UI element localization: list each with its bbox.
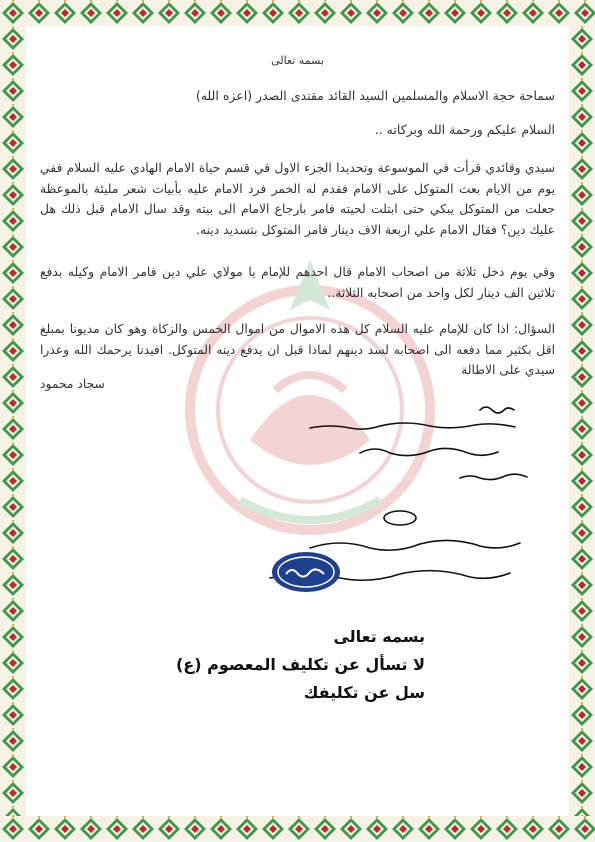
official-seal <box>270 550 342 594</box>
letter-paragraph-2: وفي يوم دخل ثلاثة من اصحاب الامام قال احدهم للإمام يا مولاي علي دين فامر الامام وكيله بدفع ثلاثين الف دينار لكل واحد من اصحابه الثلاثة.. <box>40 265 555 300</box>
reply-line-2: لا تسأل عن تكليف المعصوم (ع) <box>175 655 425 674</box>
letter-paragraph-3: السؤال: اذا كان للإمام عليه السلام كل هذه الاموال من اموال الخمس والزكاة وهو كان مديونا بمبلغ اقل بكثير مما دفعه الى اصحابه لسد دينهم لماذا قبل ان يدفع دينه المتوكل. افيدنا يرحمك الله وعذرا سيدي على الاطالة <box>40 322 555 377</box>
decorative-border-left <box>0 26 26 816</box>
decorative-border-right <box>569 26 595 816</box>
letter-signer: سجاد محمود <box>40 377 105 391</box>
typed-reply <box>40 623 555 707</box>
letter-paragraph-1: سيدي وقائدي قرأت في الموسوعة وتحديدا الجزء الاول في قسم حياة الامام الهادي عليه السلام ففي يوم من الايام بعث المتوكل على الامام فقدم له الخمر فرد الامام عليه بأبيات شعر مليئة بالموعظة جعلت من المتوكل يبكي حتى ابتلت لحيته فامر بارجاع الامام الى بيته وقد سال الامام قبل ذلك هل عليك دين؟ فقال الامام علي اربعة الاف دينار فامر المتوكل بتسديد دينه. <box>40 161 555 237</box>
reply-line-3: سل عن تكليفك <box>303 683 425 702</box>
header-basmala: بسمه تعالى <box>271 54 324 67</box>
letter-greeting: السلام عليكم ورحمة الله وبركاته .. <box>374 122 555 137</box>
decorative-border-bottom <box>0 816 595 842</box>
letter-address: سماحة حجة الاسلام والمسلمين السيد القائد مقتدى الصدر (اعزه الله) <box>195 88 555 103</box>
reply-line-1: بسمه تعالى <box>333 627 425 646</box>
decorative-border-top <box>0 0 595 26</box>
letter-document <box>40 40 555 800</box>
